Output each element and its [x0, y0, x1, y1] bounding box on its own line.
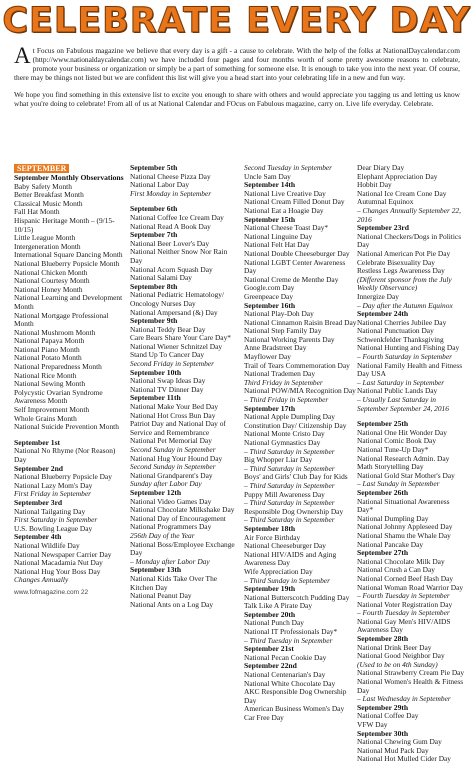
- observance-item: Autumnal Equinox: [357, 197, 414, 207]
- date-heading: September 27th: [357, 548, 409, 558]
- date-heading: September 12th: [130, 487, 182, 497]
- observance-note: (Used to be on 4th Sunday): [357, 659, 438, 669]
- date-heading: September 5th: [130, 163, 178, 172]
- observance-item: Celebrate Bisexuality Day: [357, 257, 435, 267]
- observance-item: National Papaya Month: [14, 336, 85, 346]
- date-heading: September 18th: [244, 523, 296, 533]
- date-heading: September 16th: [244, 300, 296, 310]
- observance-item: National Cheese Toast Day*: [244, 223, 329, 233]
- observance-item: National Acorn Squash Day: [130, 264, 213, 274]
- date-heading: September 10th: [130, 367, 182, 377]
- date-heading: September 14th: [244, 180, 296, 190]
- observance-item: Uncle Sam Day: [244, 171, 291, 181]
- observance-item: National Programmers Day: [130, 522, 212, 532]
- observance-item: National Honey Month: [14, 284, 83, 294]
- observance-item: National Comic Book Day: [357, 436, 437, 446]
- date-heading: September 21st: [244, 644, 294, 654]
- observance-item: National Labor Day: [130, 180, 190, 190]
- observance-item: Puppy Mill Awareness Day: [244, 489, 325, 499]
- observance-note: – Third Sunday in September: [244, 575, 330, 585]
- observance-item: National Lazy Mom's Day: [14, 480, 93, 490]
- observance-item: Car Free Day: [244, 713, 284, 722]
- observance-item: Math Storytelling Day: [357, 462, 424, 472]
- observance-item: National Women's Health & Fitness Day: [357, 677, 464, 695]
- observance-item: Whole Grains Month: [14, 413, 77, 423]
- observance-item: National Beer Lover's Day: [130, 238, 210, 248]
- intro-text: [14, 43, 460, 116]
- observance-item: Google.com Day: [244, 283, 295, 293]
- observance-item: Dear Diary Day: [357, 163, 405, 172]
- observance-item: National Trademen Day: [244, 369, 316, 379]
- observance-item: National Potato Month: [14, 353, 82, 363]
- observance-item: Wife Appreciation Day: [244, 566, 313, 576]
- observance-item: National Cream Filled Donut Day: [244, 197, 345, 207]
- date-heading: September 29th: [357, 702, 409, 712]
- observance-note: Second Sunday in September: [130, 462, 216, 472]
- observance-item: National Hot Cross Bun Day: [130, 410, 216, 420]
- observance-item: Classical Music Month: [14, 198, 83, 208]
- observance-item: National Live Creative Day: [244, 188, 326, 198]
- observance-item: National Cinnamon Raisin Bread Day: [244, 317, 357, 327]
- observance-note: – Fourth Saturday in September: [357, 352, 452, 362]
- observance-item: National Step Family Day: [244, 326, 322, 336]
- observance-item: National Salami Day: [130, 273, 192, 283]
- observance-item: Better Breakfast Month: [14, 190, 84, 200]
- date-heading: September 6th: [130, 204, 178, 214]
- date-heading: September 13th: [130, 565, 182, 575]
- observance-item: U.S. Bowling League Day: [14, 523, 93, 533]
- observance-item: Baby Safety Month: [14, 181, 72, 191]
- observance-item: National Cheese Pizza Day: [130, 171, 211, 181]
- observance-item: National Ice Cream Cone Day: [357, 188, 447, 198]
- observance-item: National Blueberry Popsicle Month: [14, 258, 120, 268]
- observance-item: National Eat a Hoagie Day: [244, 205, 324, 215]
- observance-item: Restless Legs Awareness Day: [357, 266, 445, 276]
- observance-item: National Pancake Day: [357, 539, 424, 549]
- date-heading: September 4th: [14, 532, 62, 542]
- observance-item: National Peanut Day: [130, 591, 192, 601]
- observance-item: Stand Up To Cancer Day: [130, 350, 205, 360]
- page-footer: www.fofmagazine.com 22: [14, 589, 89, 596]
- observance-item: Patriot Day and National Day of Service and Remembrance: [130, 419, 226, 437]
- observance-item: National Coffee Day: [357, 711, 419, 721]
- observance-item: National Cheeseburger Day: [244, 541, 326, 551]
- date-heading: September 2nd: [14, 463, 64, 473]
- observance-item: National Swap Ideas Day: [130, 376, 206, 386]
- observance-item: National Macadamia Nut Day: [14, 558, 103, 568]
- observance-item: National Grandparent's Day: [130, 470, 213, 480]
- observance-item: National Strawberry Cream Pie Day: [357, 668, 465, 678]
- observance-item: National Punch Day: [244, 618, 304, 628]
- intro-paragraph-2: We hope you find something in this extensive list to excite you enough to share with others and would appreciate you tagging us and letting us know what you're doing to celebrate! From all of us at National Calendar and FOcus on Fabulous magazine, carry on. Live life everyday. Celebrate.: [14, 90, 460, 109]
- observance-item: Responsible Dog Ownership Day: [244, 506, 344, 516]
- observance-item: National Neither Snow Nor Rain Day: [130, 247, 228, 265]
- observance-item: Care Bears Share Your Care Day*: [130, 333, 231, 343]
- observance-item: National Pet Memorial Day: [130, 436, 212, 446]
- date-heading: September Monthly Observations: [14, 173, 124, 182]
- observance-item: National Mud Pack Day: [357, 745, 429, 755]
- observance-item: National Mortgage Professional Month: [14, 310, 109, 329]
- observance-item: National Apple Dumpling Day: [244, 412, 335, 422]
- observance-item: National LGBT Center Awareness Day: [244, 257, 346, 276]
- observance-item: National Tune-Up Day*: [357, 445, 429, 454]
- observance-item: National Suicide Prevention Month: [14, 422, 119, 432]
- observance-note: 256th Day of the Year: [130, 530, 195, 540]
- observance-note: – Third Saturday in September: [244, 446, 335, 456]
- observance-item: National Wildlife Day: [14, 540, 80, 550]
- observance-note: – Usually Last Saturday in September September 24, 2016: [357, 395, 449, 413]
- observance-item: National No Rhyme (Nor Reason) Day: [14, 446, 116, 464]
- observance-item: National Punctuation Day: [357, 326, 434, 336]
- observance-item: National Woman Road Warrior Day: [357, 582, 464, 592]
- observance-item: National Pediatric Hematology/ Oncology Nurses Day: [130, 290, 224, 308]
- observance-item: National Video Games Day: [130, 496, 212, 506]
- observance-note: First Friday in September: [14, 489, 91, 499]
- date-heading: September 15th: [244, 214, 296, 224]
- observance-item: National Sewing Month: [14, 379, 86, 389]
- column-2: [130, 164, 238, 609]
- observance-note: First Monday in September: [130, 188, 212, 198]
- observance-item: National One Hit Wonder Day: [357, 427, 447, 437]
- observance-note: – Fourth Tuesday in September: [357, 608, 450, 618]
- date-heading: September 8th: [130, 281, 178, 291]
- observance-item: National Creme de Menthe Day: [244, 274, 339, 284]
- observance-item: Self Improvement Month: [14, 405, 90, 415]
- observance-item: National Make Your Bed Day: [130, 402, 219, 412]
- observance-note: – Day after the Autumn Equinox: [357, 300, 453, 310]
- observance-item: National Chewing Gum Day: [357, 737, 442, 747]
- month-header: SEPTEMBER: [14, 164, 69, 173]
- observance-note: Second Friday in September: [130, 359, 214, 369]
- date-heading: September 11th: [130, 393, 181, 403]
- observance-item: National Chocolate Milkshake Day: [130, 505, 235, 515]
- observance-item: National Boss/Employee Exchange Day: [130, 539, 235, 558]
- date-heading: September 20th: [244, 609, 296, 619]
- observance-item: National Hug Your Boss Day: [14, 566, 101, 576]
- observance-item: National IT Professionals Day*: [244, 627, 338, 637]
- observance-note: Sunday after Labor Day: [130, 479, 202, 489]
- observance-item: National Corned Beef Hash Day: [357, 573, 454, 583]
- date-heading: September 26th: [357, 487, 409, 497]
- observance-note: – Third Saturday in September: [244, 498, 335, 508]
- observance-item: VFW Day: [357, 720, 388, 729]
- observance-note: Second Sunday in September: [130, 445, 216, 454]
- observance-note: – Last Wednesday in September: [357, 694, 451, 704]
- observance-note: (Different sponsor from the July Weekly Observance): [357, 274, 452, 293]
- observance-item: National HIV/AIDS and Aging Awareness Day: [244, 549, 337, 568]
- observance-item: American Business Women's Day: [244, 704, 345, 714]
- observance-item: Constitution Day/ Citizenship Day: [244, 420, 347, 430]
- observance-note: – Third Saturday in September: [244, 480, 335, 490]
- observance-item: Innergize Day: [357, 291, 399, 301]
- observance-item: National Hug Your Hound Day: [130, 453, 223, 463]
- observance-item: National Pecan Cookie Day: [244, 652, 327, 662]
- observance-item: National Read A Book Day: [130, 221, 211, 231]
- observance-item: National Tailgating Day: [14, 506, 86, 516]
- observance-item: National Butterscotch Pudding Day: [244, 592, 350, 602]
- observance-item: National Situational Awareness Day*: [357, 496, 450, 515]
- observance-item: National Shamu the Whale Day: [357, 530, 451, 540]
- observance-item: National Research Admin. Day: [357, 453, 450, 463]
- observance-item: Mayflower Day: [244, 352, 291, 362]
- observance-item: National Play-Doh Day: [244, 309, 314, 319]
- column-1: [14, 164, 127, 585]
- observance-item: National Checkers/Dogs in Politics Day: [357, 231, 462, 250]
- observance-item: National Cherries Jubilee Day: [357, 317, 447, 327]
- date-heading: September 22nd: [244, 661, 297, 671]
- observance-item: National Courtesy Month: [14, 276, 90, 286]
- observance-item: Greenpeace Day: [244, 291, 294, 301]
- observance-item: Talk Like A Pirate Day: [244, 601, 313, 611]
- observance-item: National Kids Take Over The Kitchen Day: [130, 573, 218, 592]
- observance-note: – Monday after Labor Day: [130, 556, 210, 566]
- observance-item: Polycystic Ovarian Syndrome Awareness Month: [14, 387, 103, 406]
- observance-item: National Ants on a Log Day: [130, 599, 214, 609]
- observance-note: Second Tuesday in September: [244, 163, 333, 172]
- observance-item: National Teddy Bear Day: [130, 324, 206, 334]
- intro-p1-text: t Focus on Fabulous magazine we believe that every day is a gift - a cause to celebrate. With the help of the folks at NationalDaycalendar.com (http://www.nationaldaycalendar.com) we have included four pages and four months worth of some pretty awesome reasons to celebrate, promote your business or organization or simply be a part of something for someone else. It is enough to take you into the next year. Of course, there may be things not listed but we are confident this list will give you a head start into your celebrating life in a new and fun way.: [14, 46, 460, 83]
- observance-item: National Felt Hat Day: [244, 240, 310, 250]
- observance-item: Little League Month: [14, 233, 76, 243]
- observance-item: National Newspaper Carrier Day: [14, 549, 112, 559]
- observance-item: National Crush a Can Day: [357, 565, 435, 575]
- observance-note: – Changes Annually September 22, 2016: [357, 205, 461, 224]
- observance-item: National Blueberry Popsicle Day: [14, 472, 112, 482]
- observance-item: National Chicken Month: [14, 267, 88, 277]
- observance-item: National Rice Month: [14, 370, 77, 380]
- date-heading: September 28th: [357, 634, 409, 644]
- observance-item: Hobbit Day: [357, 180, 392, 190]
- observance-item: Boys' and Girls' Club Day for Kids: [244, 472, 348, 482]
- observance-item: National Gay Men's HIV/AIDS Awareness Day: [357, 616, 451, 635]
- observance-item: National POW/MIA Recognition Day: [244, 386, 356, 396]
- observance-item: National Day of Encouragement: [130, 513, 226, 523]
- observance-item: National Linguine Day: [244, 231, 313, 241]
- observance-note: – Third Friday in September: [244, 395, 329, 405]
- observance-note: – Third Tuesday in September: [244, 635, 333, 645]
- observance-note: Third Friday in September: [244, 377, 323, 387]
- observance-item: National Drink Beer Day: [357, 642, 432, 652]
- date-heading: September 17th: [244, 403, 296, 413]
- observance-item: National Mushroom Month: [14, 327, 96, 337]
- observance-item: National Coffee Ice Cream Day: [130, 212, 224, 222]
- observance-item: Intergeneration Month: [14, 241, 81, 251]
- observance-note: – Third Saturday in September: [244, 515, 335, 525]
- observance-note: – Fourth Tuesday in September: [357, 591, 450, 601]
- date-heading: September 9th: [130, 316, 178, 326]
- observance-item: Fall Hat Month: [14, 207, 60, 217]
- date-heading: September 24th: [357, 309, 409, 319]
- observance-item: National Public Lands Day: [357, 386, 438, 396]
- observance-item: National Dumpling Day: [357, 513, 429, 523]
- date-heading: September 1st: [14, 437, 61, 447]
- observance-item: National Working Parents Day: [244, 334, 335, 344]
- date-heading: September 7th: [130, 230, 178, 240]
- observance-item: National Voter Registration Day: [357, 599, 453, 609]
- observance-item: International Square Dancing Month: [14, 250, 123, 260]
- observance-item: National Piano Month: [14, 344, 80, 354]
- observance-item: National Preparedness Month: [14, 362, 102, 372]
- observance-note: – Third Saturday in September: [244, 463, 335, 473]
- observance-item: National TV Dinner Day: [130, 384, 204, 394]
- date-heading: September 30th: [357, 728, 409, 738]
- page-title: CELEBRATE EVERY DAY: [2, 1, 471, 41]
- observance-note: – Last Saturday in September: [357, 377, 445, 387]
- observance-item: National Centenarian's Day: [244, 670, 326, 680]
- observance-item: Schwenkfelder Thanksgiving: [357, 334, 444, 344]
- observance-item: Hispanic Heritage Month – (9/15-10/15): [14, 215, 115, 234]
- date-heading: September 25th: [357, 419, 409, 429]
- observance-item: National American Pot Pie Day: [357, 248, 451, 258]
- date-heading: September 3rd: [14, 497, 63, 507]
- observance-note: Changes Annually: [14, 575, 69, 585]
- observance-item: Big Whopper Liar Day: [244, 455, 313, 465]
- observance-item: National Gold Star Mother's Day: [357, 470, 455, 480]
- date-heading: September 23rd: [357, 223, 409, 233]
- observance-item: National Wiener Schnitzel Day: [130, 341, 223, 351]
- intro-paragraph-1: [14, 43, 460, 83]
- observance-item: National Chocolate Milk Day: [357, 556, 445, 566]
- page-banner: [4, 2, 469, 40]
- observance-item: Air Force Birthday: [244, 532, 301, 542]
- observance-item: Elephant Appreciation Day: [357, 171, 438, 181]
- observance-item: National White Chocolate Day: [244, 678, 336, 688]
- observance-item: National Johnny Appleseed Day: [357, 522, 453, 532]
- observance-item: Trail of Tears Commemoration Day: [244, 360, 350, 370]
- observance-note: First Saturday in September: [14, 515, 98, 525]
- observance-item: National Good Neighbor Day: [357, 651, 445, 661]
- date-heading: September 19th: [244, 584, 296, 594]
- observance-item: National Monte Cristo Day: [244, 429, 325, 439]
- observance-item: National Double Cheeseburger Day: [244, 248, 350, 258]
- observance-item: National Hot Mulled Cider Day: [357, 754, 452, 764]
- observance-note: – Last Sunday in September: [357, 479, 440, 489]
- observance-item: AKC Responsible Dog Ownership Day: [244, 687, 347, 705]
- observance-item: Anne Bradstreet Day: [244, 343, 307, 353]
- drop-cap: A: [14, 43, 31, 68]
- observance-item: National Gymnastics Day: [244, 438, 321, 447]
- observance-item: National Ampersand (&) Day: [130, 307, 218, 317]
- observance-item: National Hunting and Fishing Day: [357, 343, 460, 353]
- column-4: [357, 164, 467, 764]
- column-3: [244, 164, 359, 723]
- observance-item: National Family Health and Fitness Day USA: [357, 360, 463, 379]
- observance-item: National Learning and Development Month: [14, 293, 123, 311]
